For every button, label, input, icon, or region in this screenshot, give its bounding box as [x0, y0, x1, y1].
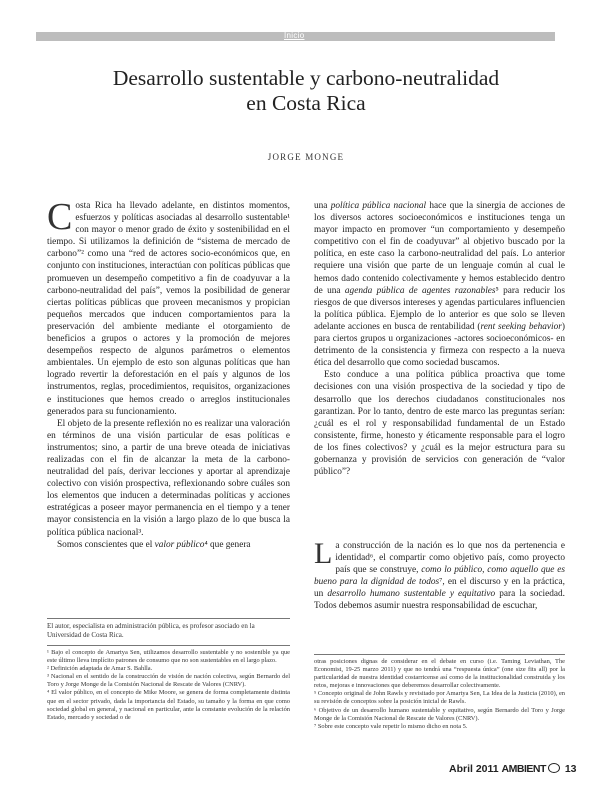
body-column-left	[47, 200, 290, 610]
page-number: 13	[564, 763, 577, 775]
body-column-right	[314, 200, 565, 500]
drop-cap: L	[314, 540, 333, 570]
footnote: ³ Nacional en el sentido de la construcción de visión de nación colectiva, según Bernardo del Toro y Jorge Monge de la Comisión Nacional de Rescate de Valores (CNRV).	[47, 673, 290, 689]
issue-date: Abril 2011	[449, 763, 499, 775]
page-footer	[449, 763, 577, 775]
footnotes-right	[314, 654, 565, 731]
article-title	[36, 66, 576, 116]
author-note: El autor, especialista en administración pública, es profesor asociado en la Universidad de Costa Rica.	[47, 618, 290, 640]
section-label[interactable]: Inicio	[284, 31, 305, 40]
magazine-name: AMBIENT	[501, 763, 546, 775]
footnote: ⁷ Sobre este concepto vale repetir lo mismo dicho en nota 5.	[314, 722, 468, 730]
footnote: otras posiciones dignas de considerar en el debate en curso (i.e. Taming Leviathan, The Economist, 19-25 marzo 2011) y que no tendrá una “respuesta única” (one size fits all) por la particularidad de nuestra identidad costarricense así como de la institucionalidad construida y los retos, mejoras e innovaciones que deberemos desarrollar colectivamente.	[314, 658, 565, 690]
footnotes-left	[47, 645, 290, 722]
paragraph-text: ) para ciertos grupos u organizaciones -actores socioeconómicos- en detrimento de la consistencia y firmeza con respecto a la nueva ética del desarrollo que como sociedad buscamos.	[314, 321, 565, 369]
emphasis-text: política pública nacional	[330, 201, 427, 211]
footnote: ² Definición adaptada de Amar S. Bahlla.	[47, 665, 153, 673]
footnote: ¹ Bajo el concepto de Amartya Sen, utilizamos desarrollo sustentable y no sostenible ya que este último lleva implícito patrones de consumo que no son sustentables en el largo plazo.	[47, 649, 290, 665]
paragraph	[47, 539, 290, 551]
paragraph-text: Somos conscientes que el	[57, 539, 155, 550]
paragraph-text: osta Rica ha llevado adelante, en distintos momentos, esfuerzos y políticas asociadas al desarrollo sustentable¹ con mayor o menor grado de éxito y sostenibilidad en el tiempo. Si utilizamos la definición de “sistema de mercado de carbono”² como una “red de actores socio-económicos que, en conjunto con instituciones, interactúan con políticas públicas que promueven un desempeño competitivo a fin de coadyuvar a la carbono-neutralidad del país”, vemos la posibilidad de generar ciertas políticas públicas que proveen mecanismos y propician pequeños mercados que inducen comportamientos para la preservación del ambiente mediante el otorgamiento de beneficios a grupos o actores y la promoción de mejores desempeños respecto de algunos parámetros o elementos ambientales. Un ejemplo de esto son algunas políticas que han logrado revertir la deforestación en el país y algunos de los instrumentos, reglas, procedimientos, requisitos, organizaciones e instituciones que hemos creado o arreglos institucionales generados para su funcionamiento.	[47, 201, 290, 417]
footnote: ⁴ El valor público, en el concepto de Mike Moore, se genera de forma completamente distinta que en el sector privado, dada la importancia del Estado, su tamaño y la forma en que como sociedad global en general, y nacional en particular, ante la constante evolución de la relación Estado, mercado y sociedad o de	[47, 689, 290, 721]
paragraph-text: ⁷, en el discurso y en la práctica, un	[314, 577, 565, 600]
paragraph-text: a construcción de la nación es lo que nos da pertenencia e identidad⁶, el compartir como objetivo país, como proyecto país que se construye,	[335, 541, 565, 576]
paragraph	[47, 200, 290, 418]
section-header-bar	[36, 32, 555, 41]
drop-cap: C	[47, 200, 73, 238]
footnote: ⁶ Objetivo de un desarrollo humano sustentable y equitativo, según Bernardo del Toro y Jorge Monge de la Comisión Nacional de Rescate de Valores (CNRV).	[314, 706, 565, 722]
paragraph-text: hace que la sinergia de acciones de los diversos actores socioeconómicos e instituciones tenga un mayor impacto en promover “un comportamiento y desempeño competitivo con el fin de coadyuvar” al objetivo buscado por la política, en este caso la carbono-neutralidad del país. Lo anterior requiere una visión que parte de un lenguaje común al cual le hemos dado contenido colectivamente y hemos establecido dentro de una	[314, 201, 565, 296]
paragraph	[314, 540, 565, 613]
body-column-right-section	[314, 540, 565, 646]
paragraph-text: una	[314, 201, 331, 211]
magazine-logo-icon	[548, 763, 560, 773]
paragraph-text: ⁴ que genera	[204, 539, 251, 550]
article-author: JORGE MONGE	[267, 152, 345, 162]
paragraph: El objeto de la presente reflexión no es realizar una valoración en términos de una visión particular de esas políticas e instrumentos; sino, a partir de una breve oteada de iniciativas realizadas con el fin de alcanzar la meta de la carbono-neutralidad del país, derivar lecciones y aportar al aprendizaje colectivo con visión prospectiva, reflexionando sobre cuáles son los elementos que inducen a determinadas políticas y acciones estratégicas a poseer mayor permanencia en el tiempo y a tener mayor consistencia en la visión a largo plazo de lo que busca la política pública nacional³.	[47, 418, 290, 538]
footnote: ⁵ Concepto original de John Rawls y revisitado por Amartya Sen, La Idea de la Justicia (2010), en su revisión de conceptos sobre la posición inicial de Rawls.	[314, 690, 565, 706]
emphasis-text: agenda pública de agentes razonables	[344, 285, 496, 296]
emphasis-text: como lo público, como aquello que es bueno para la dignidad de todos	[314, 565, 565, 588]
emphasis-text: desarrollo humano sustentable y equitativo	[327, 589, 496, 600]
emphasis-text: valor público	[154, 539, 205, 550]
paragraph: Esto conduce a una política pública proactiva que tome decisiones con una visión prospectiva de la sociedad y tipo de desarrollo que los derechos ciudadanos constitucionales nos garantizan. Por lo tanto, dentro de este marco las preguntas serían: ¿cuál es el rol y responsabilidad fundamental de un Estado consistente, firme, honesto y éticamente responsable para el logro de los fines colectivos? y ¿cuál es la mejor estructura para su gobernanza y provisión de servicios con generación de “valor público”?	[314, 370, 565, 478]
paragraph	[314, 200, 565, 369]
emphasis-text: rent seeking behavior	[480, 321, 562, 332]
title-line-2: en Costa Rica	[246, 91, 366, 115]
paragraph-text: ⁵ para reducir los riesgos de que diversos intereses y agendas particulares influencien la política pública. Ejemplo de lo anterior es que solo se lleven adelante acciones en busca de rentabilidad (	[314, 285, 565, 332]
title-line-1: Desarrollo sustentable y carbono-neutralidad	[112, 66, 500, 90]
paragraph-text: para la sociedad. Todos debemos asumir nuestra responsabilidad de escuchar,	[314, 589, 565, 612]
